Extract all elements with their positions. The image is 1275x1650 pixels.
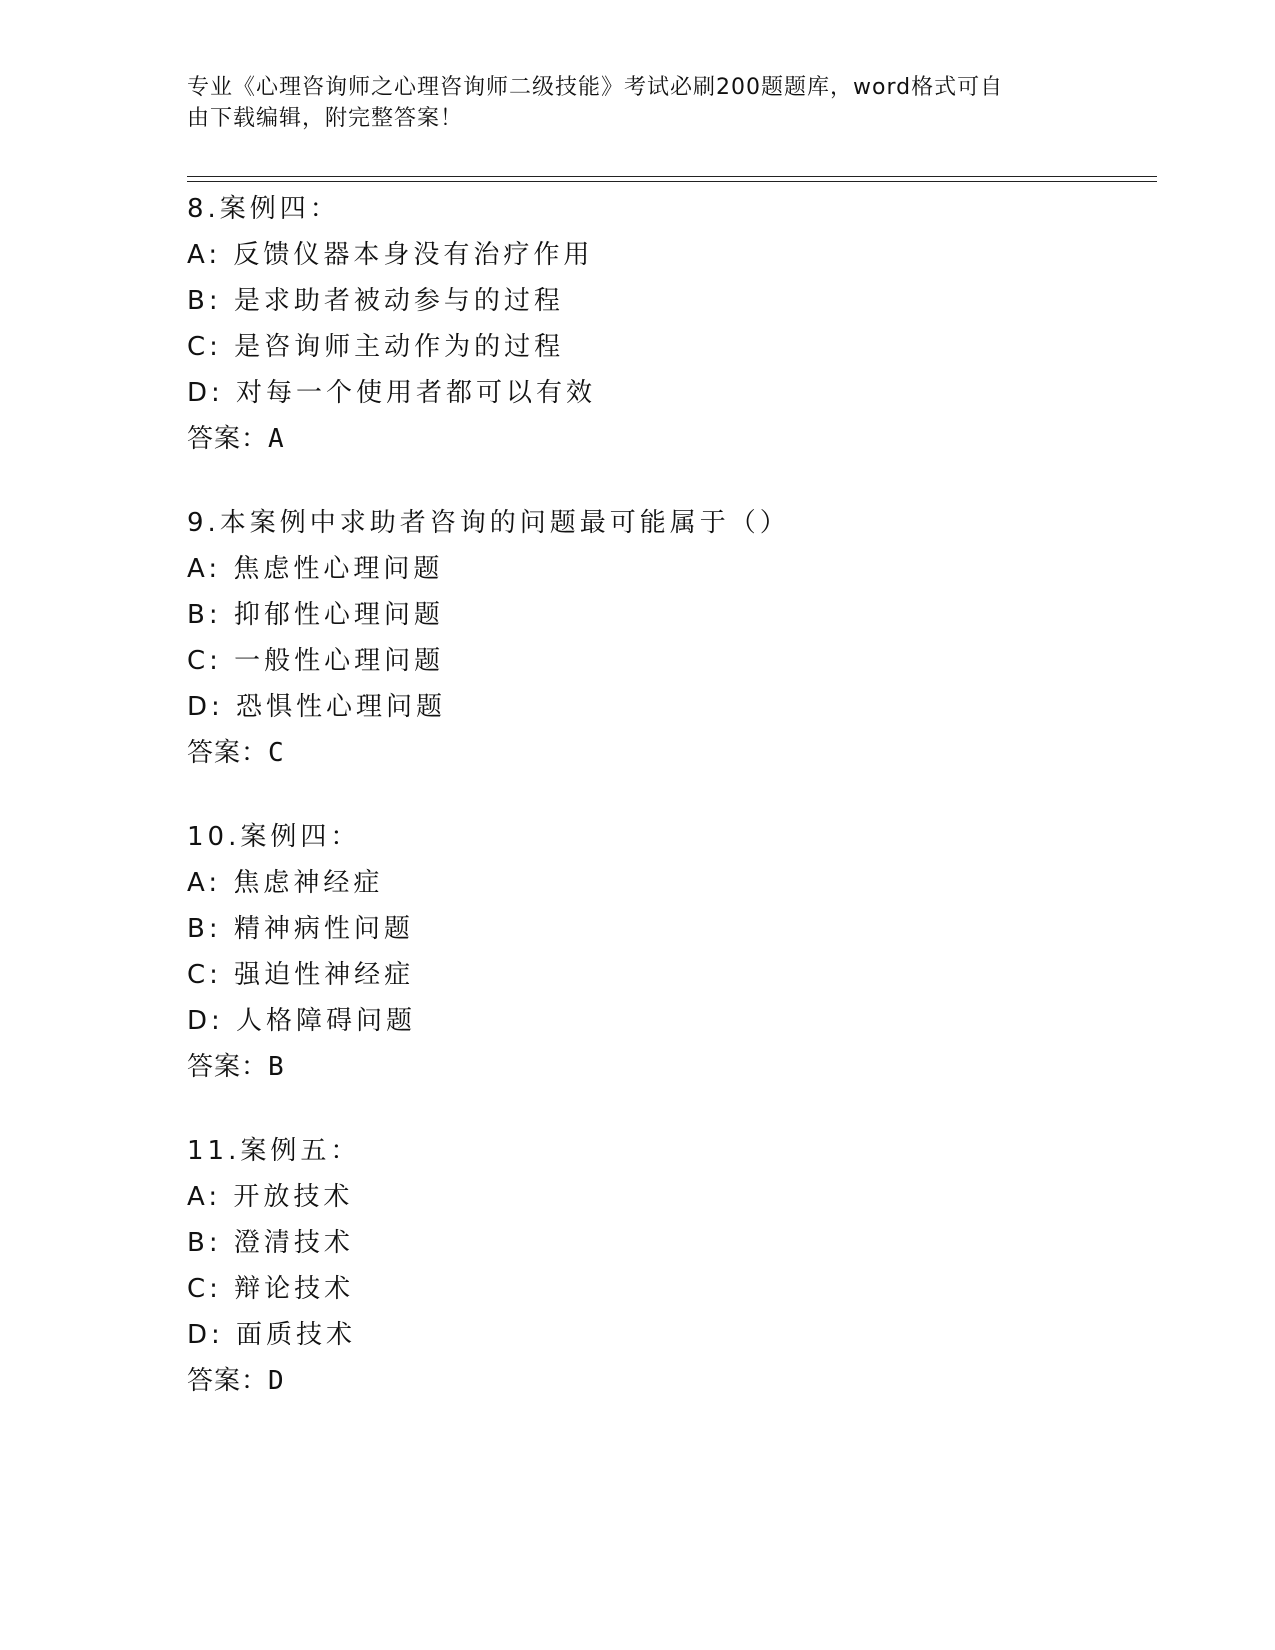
question-block xyxy=(187,500,1147,776)
question-block xyxy=(187,186,1147,462)
option-d: D: 恐惧性心理问题 xyxy=(187,692,447,722)
option-b: B: 是求助者被动参与的过程 xyxy=(187,286,564,316)
answer-label: 答案： xyxy=(187,424,269,454)
option-c: C: 辩论技术 xyxy=(187,1274,355,1304)
option-a: A: 焦虑性心理问题 xyxy=(187,554,444,584)
option-c: C: 强迫性神经症 xyxy=(187,960,415,990)
answer-value: A xyxy=(268,424,284,454)
question-stem: 11.案例五： xyxy=(187,1136,361,1166)
option-b: B: 澄清技术 xyxy=(187,1228,354,1258)
answer-label: 答案： xyxy=(187,1052,269,1082)
option-a: A: 开放技术 xyxy=(187,1182,354,1212)
answer-label: 答案： xyxy=(187,1366,269,1396)
header-line-2: 由下载编辑，附完整答案！ xyxy=(187,106,464,131)
answer-line xyxy=(187,730,1147,776)
document-header xyxy=(187,72,1067,134)
answer-line xyxy=(187,1044,1147,1090)
option-d: D: 对每一个使用者都可以有效 xyxy=(187,378,597,408)
answer-label: 答案： xyxy=(187,738,269,768)
option-a: A: 焦虑神经症 xyxy=(187,868,384,898)
header-divider-bottom xyxy=(187,181,1157,182)
answer-line xyxy=(187,1358,1147,1404)
answer-value: D xyxy=(268,1366,284,1396)
option-d: D: 人格障碍问题 xyxy=(187,1006,417,1036)
question-block xyxy=(187,814,1147,1090)
question-stem: 10.案例四： xyxy=(187,822,361,852)
header-line-1: 专业《心理咨询师之心理咨询师二级技能》考试必刷200题题库，word格式可自 xyxy=(187,75,1004,100)
option-c: C: 是咨询师主动作为的过程 xyxy=(187,332,565,362)
answer-value: C xyxy=(268,738,284,768)
option-d: D: 面质技术 xyxy=(187,1320,357,1350)
option-a: A: 反馈仪器本身没有治疗作用 xyxy=(187,240,594,270)
option-b: B: 精神病性问题 xyxy=(187,914,414,944)
option-b: B: 抑郁性心理问题 xyxy=(187,600,444,630)
question-list xyxy=(187,186,1147,1442)
question-stem: 9.本案例中求助者咨询的问题最可能属于（） xyxy=(187,508,790,538)
question-block xyxy=(187,1128,1147,1404)
question-stem: 8.案例四： xyxy=(187,194,340,224)
header-divider-top xyxy=(187,176,1157,177)
option-c: C: 一般性心理问题 xyxy=(187,646,445,676)
answer-line xyxy=(187,416,1147,462)
answer-value: B xyxy=(268,1052,284,1082)
